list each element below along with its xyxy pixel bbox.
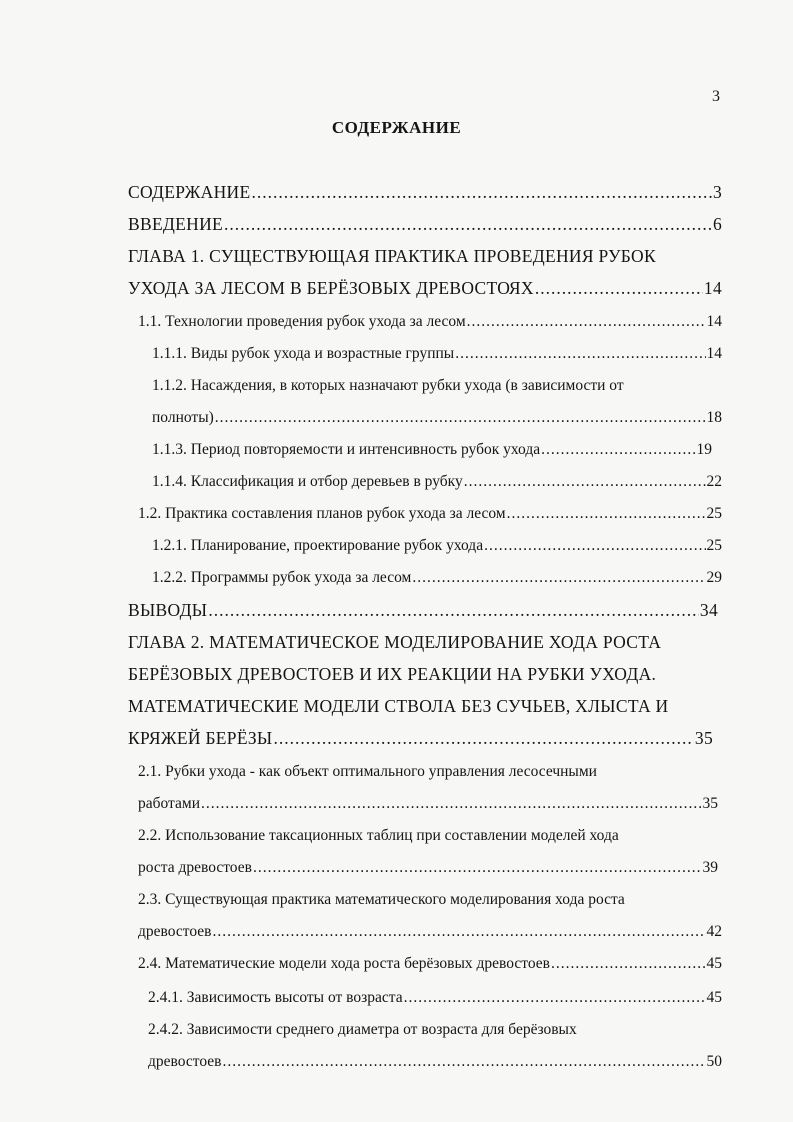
toc-leader [467, 306, 706, 338]
toc-entry-page: 29 [706, 569, 722, 586]
toc-entry-text: СОДЕРЖАНИЕ [128, 182, 251, 202]
toc-entry-page: 14 [706, 345, 722, 362]
toc-entry-page: 25 [706, 537, 722, 554]
toc-entry-text: древостоев [148, 1053, 222, 1070]
toc-entry [128, 722, 713, 754]
toc-entry [138, 788, 718, 820]
toc-leader [412, 562, 705, 594]
toc-entry-text: 1.2. Практика составления планов рубок ухода за лесом [138, 505, 506, 522]
toc-entry [138, 756, 722, 788]
toc-entry-text: 1.2.2. Программы рубок ухода за лесом [152, 569, 412, 586]
toc-entry-text: 2.4. Математические модели хода роста берёзовых древостоев [138, 955, 550, 972]
toc-entry [152, 530, 722, 562]
page-number: 3 [712, 88, 720, 105]
toc-leader [551, 948, 706, 980]
toc-leader [273, 722, 693, 754]
toc-entry [128, 690, 722, 722]
toc-entry-page: 45 [706, 989, 722, 1006]
toc-entry [138, 884, 728, 916]
toc-entry-page: 19 [696, 441, 712, 458]
toc-leader [251, 176, 711, 208]
toc-entry [128, 176, 722, 208]
toc-entry-text: 2.1. Рубки ухода - как объект оптимального управления лесосечными [138, 763, 597, 780]
toc-entry [138, 306, 722, 338]
toc-entry [128, 272, 722, 304]
toc-entry [148, 1046, 722, 1078]
toc-entry-page: 42 [706, 923, 722, 940]
toc-entry [128, 658, 722, 690]
toc-entry [148, 982, 722, 1014]
toc-leader [464, 466, 706, 498]
toc-entry-page: 14 [703, 278, 722, 298]
toc-entry-page: 14 [706, 313, 722, 330]
toc-leader [455, 338, 705, 370]
toc-entry-text: 1.1.2. Насаждения, в которых назначают рубки ухода (в зависимости от [152, 377, 624, 394]
toc-entry [128, 240, 722, 272]
toc-entry-page: 39 [702, 859, 718, 876]
toc-entry-page: 34 [699, 600, 718, 620]
toc-leader [253, 852, 702, 884]
toc-leader [541, 434, 695, 466]
toc-entry-text: КРЯЖЕЙ БЕРЁЗЫ [128, 728, 273, 748]
toc-entry [148, 1014, 722, 1046]
toc-entry-page: 45 [706, 955, 722, 972]
toc-entry-page: 35 [702, 795, 718, 812]
toc-entry-text: 2.4.1. Зависимость высоты от возраста [148, 989, 403, 1006]
toc-entry [152, 466, 722, 498]
toc-entry [138, 852, 718, 884]
toc-entry-text: 1.1. Технологии проведения рубок ухода за лесом [138, 313, 466, 330]
toc-entry-text: ГЛАВА 2. МАТЕМАТИЧЕСКОЕ МОДЕЛИРОВАНИЕ ХОДА РОСТА [128, 632, 662, 652]
toc-entry [128, 208, 722, 240]
toc-entry [128, 626, 722, 658]
toc-entry [152, 402, 722, 434]
toc-entry-text: 2.3. Существующая практика математического моделирования хода роста [138, 891, 625, 908]
toc-entry [152, 338, 722, 370]
toc-entry-text: БЕРЁЗОВЫХ ДРЕВОСТОЕВ И ИХ РЕАКЦИИ НА РУБКИ УХОДА. [128, 664, 657, 684]
toc-entry-text: 1.2.1. Планирование, проектирование рубок ухода [152, 537, 484, 554]
toc-entry-text: ВВЕДЕНИЕ [128, 214, 224, 234]
toc-entry [152, 562, 722, 594]
toc-leader [224, 208, 712, 240]
toc-entry [138, 916, 722, 948]
toc-entry-text: МАТЕМАТИЧЕСКИЕ МОДЕЛИ СТВОЛА БЕЗ СУЧЬЕВ, ХЛЫСТА И [128, 696, 669, 716]
toc-entry-text: ВЫВОДЫ [128, 600, 208, 620]
toc-entry-page: 35 [694, 728, 713, 748]
toc-entry-text: 2.4.2. Зависимости среднего диаметра от возраста для берёзовых [148, 1021, 577, 1038]
toc-leader [404, 982, 706, 1014]
toc-entry-text: 2.2. Использование таксационных таблиц при составлении моделей хода [138, 827, 619, 844]
toc-entry-text: древостоев [138, 923, 212, 940]
toc-entry [138, 948, 722, 980]
toc-entry-text: 1.1.4. Классификация и отбор деревьев в рубку [152, 473, 463, 490]
toc-leader [507, 498, 706, 530]
toc-entry-page: 25 [706, 505, 722, 522]
toc-entry-text: УХОДА ЗА ЛЕСОМ В БЕРЁЗОВЫХ ДРЕВОСТОЯХ [128, 278, 534, 298]
toc-entry-page: 6 [712, 214, 722, 234]
toc-leader [215, 402, 706, 434]
toc-entry-text: 1.1.1. Виды рубок ухода и возрастные группы [152, 345, 455, 362]
toc-leader [201, 788, 701, 820]
page-title: СОДЕРЖАНИЕ [331, 118, 462, 137]
toc-entry-text: 1.1.3. Период повторяемости и интенсивность рубок ухода [152, 441, 541, 458]
toc-entry-page: 22 [706, 473, 722, 490]
toc-entry-page: 3 [712, 182, 722, 202]
toc-entry [138, 498, 722, 530]
toc-leader [208, 594, 699, 626]
toc-entry [128, 594, 718, 626]
toc-leader [222, 1046, 705, 1078]
toc-entry [138, 820, 722, 852]
toc-entry-text: роста древостоев [138, 859, 252, 876]
toc-entry [152, 434, 712, 466]
toc-entry-text: работами [138, 795, 201, 812]
toc-entry-text: полноты) [152, 409, 214, 426]
toc-entry-text: ГЛАВА 1. СУЩЕСТВУЮЩАЯ ПРАКТИКА ПРОВЕДЕНИЯ РУБОК [128, 246, 656, 266]
toc-entry-page: 18 [706, 409, 722, 426]
toc-entry [152, 370, 727, 402]
toc-entry-page: 50 [706, 1053, 722, 1070]
toc-leader [484, 530, 705, 562]
toc-leader [212, 916, 705, 948]
toc-leader [535, 272, 703, 304]
